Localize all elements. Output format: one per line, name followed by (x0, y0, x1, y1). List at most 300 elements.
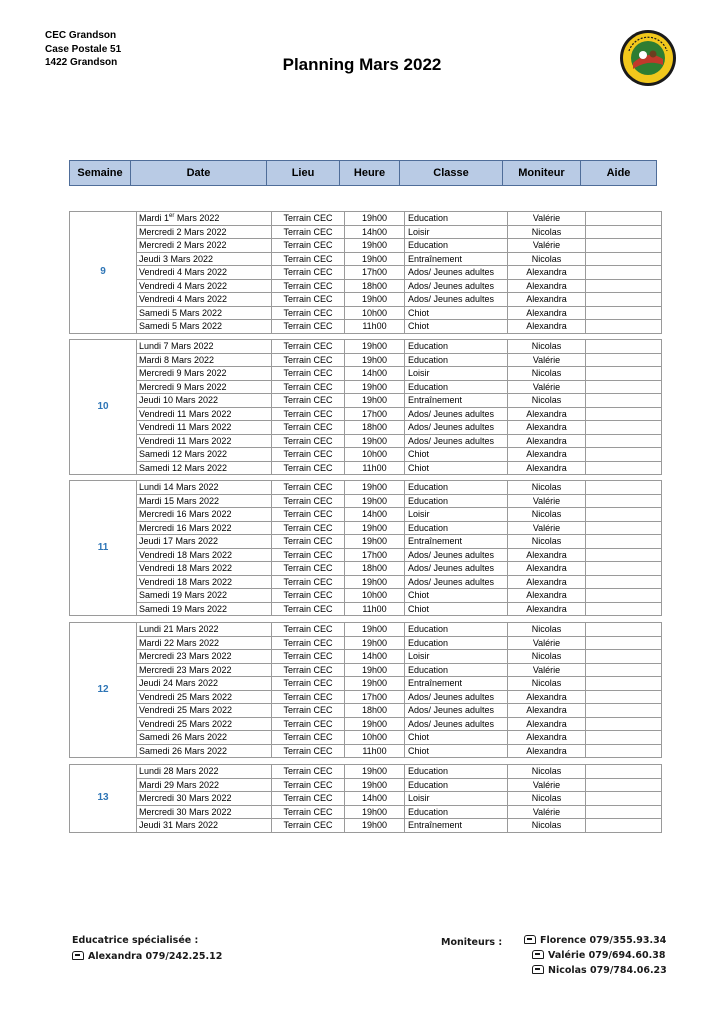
cell-heure: 19h00 (345, 252, 405, 266)
cell-aide (586, 320, 662, 334)
col-heure: Heure (340, 161, 400, 186)
cell-date: Lundi 28 Mars 2022 (137, 765, 272, 779)
table-row (70, 650, 662, 664)
cell-moniteur: Alexandra (508, 434, 586, 448)
cell-heure: 17h00 (345, 690, 405, 704)
cell-lieu: Terrain CEC (272, 663, 345, 677)
cell-date: Jeudi 24 Mars 2022 (137, 677, 272, 691)
table-row (70, 353, 662, 367)
cell-classe: Loisir (405, 367, 508, 381)
cell-heure: 19h00 (345, 494, 405, 508)
cell-classe: Chiot (405, 448, 508, 462)
table-row (70, 494, 662, 508)
cell-aide (586, 394, 662, 408)
cell-classe: Education (405, 353, 508, 367)
cell-aide (586, 306, 662, 320)
table-row (70, 421, 662, 435)
moniteur-contact-2: Valérie 079/694.60.38 (532, 950, 665, 961)
cell-classe: Education (405, 481, 508, 495)
cell-date: Lundi 21 Mars 2022 (137, 623, 272, 637)
cell-moniteur: Nicolas (508, 792, 586, 806)
cell-date: Samedi 12 Mars 2022 (137, 461, 272, 475)
cell-aide (586, 279, 662, 293)
cell-lieu: Terrain CEC (272, 279, 345, 293)
cell-aide (586, 353, 662, 367)
cell-lieu: Terrain CEC (272, 380, 345, 394)
cell-date: Mercredi 2 Mars 2022 (137, 225, 272, 239)
week-block (69, 211, 662, 334)
cell-moniteur: Valérie (508, 494, 586, 508)
cell-aide (586, 448, 662, 462)
cell-date: Samedi 19 Mars 2022 (137, 589, 272, 603)
week-number: 10 (70, 340, 137, 475)
cell-heure: 11h00 (345, 461, 405, 475)
table-row (70, 394, 662, 408)
week-block (69, 339, 662, 475)
cell-date: Mercredi 16 Mars 2022 (137, 508, 272, 522)
cell-moniteur: Alexandra (508, 548, 586, 562)
table-row (70, 575, 662, 589)
cell-classe: Chiot (405, 602, 508, 616)
cell-heure: 10h00 (345, 306, 405, 320)
cell-date: Vendredi 25 Mars 2022 (137, 704, 272, 718)
cell-moniteur: Nicolas (508, 252, 586, 266)
cell-heure: 19h00 (345, 340, 405, 354)
table-row (70, 717, 662, 731)
date-text: Mardi 1 (139, 213, 170, 224)
cell-aide (586, 792, 662, 806)
cell-date: Vendredi 4 Mars 2022 (137, 293, 272, 307)
cell-heure: 19h00 (345, 819, 405, 833)
cell-moniteur: Alexandra (508, 461, 586, 475)
cell-moniteur: Alexandra (508, 562, 586, 576)
table-row (70, 293, 662, 307)
cell-date: Mercredi 16 Mars 2022 (137, 521, 272, 535)
cell-classe: Education (405, 778, 508, 792)
cell-lieu: Terrain CEC (272, 717, 345, 731)
cell-moniteur: Nicolas (508, 225, 586, 239)
cell-moniteur: Alexandra (508, 306, 586, 320)
cell-classe: Ados/ Jeunes adultes (405, 279, 508, 293)
cell-classe: Education (405, 805, 508, 819)
table-row (70, 367, 662, 381)
cell-lieu: Terrain CEC (272, 481, 345, 495)
cell-lieu: Terrain CEC (272, 394, 345, 408)
cell-heure: 14h00 (345, 792, 405, 806)
cell-date: Jeudi 10 Mars 2022 (137, 394, 272, 408)
cell-lieu: Terrain CEC (272, 650, 345, 664)
cell-heure: 19h00 (345, 521, 405, 535)
table-row (70, 602, 662, 616)
cell-heure: 19h00 (345, 677, 405, 691)
cell-aide (586, 521, 662, 535)
cell-moniteur: Alexandra (508, 293, 586, 307)
cell-heure: 19h00 (345, 575, 405, 589)
cell-aide (586, 650, 662, 664)
cell-classe: Entraînement (405, 535, 508, 549)
cell-moniteur: Nicolas (508, 367, 586, 381)
cell-classe: Education (405, 212, 508, 226)
cell-heure: 17h00 (345, 548, 405, 562)
cell-classe: Ados/ Jeunes adultes (405, 704, 508, 718)
cell-heure: 19h00 (345, 663, 405, 677)
col-lieu: Lieu (267, 161, 340, 186)
week-number: 13 (70, 765, 137, 833)
cell-date: Mardi 15 Mars 2022 (137, 494, 272, 508)
cell-classe: Ados/ Jeunes adultes (405, 407, 508, 421)
cell-classe: Ados/ Jeunes adultes (405, 266, 508, 280)
cell-heure: 19h00 (345, 293, 405, 307)
cell-classe: Education (405, 663, 508, 677)
cell-date: Vendredi 11 Mars 2022 (137, 407, 272, 421)
cell-aide (586, 623, 662, 637)
cell-aide (586, 589, 662, 603)
cell-aide (586, 704, 662, 718)
cell-lieu: Terrain CEC (272, 306, 345, 320)
cell-date: Lundi 7 Mars 2022 (137, 340, 272, 354)
date-ordinal: er (169, 213, 175, 220)
cell-heure: 11h00 (345, 744, 405, 758)
cell-moniteur: Valérie (508, 380, 586, 394)
cell-moniteur: Nicolas (508, 765, 586, 779)
cell-date: Vendredi 4 Mars 2022 (137, 279, 272, 293)
address-line-3: 1422 Grandson (45, 57, 118, 68)
cell-lieu: Terrain CEC (272, 212, 345, 226)
col-semaine: Semaine (70, 161, 131, 186)
cell-date: Vendredi 11 Mars 2022 (137, 421, 272, 435)
table-row (70, 508, 662, 522)
table-row (70, 562, 662, 576)
cell-aide (586, 380, 662, 394)
cell-aide (586, 494, 662, 508)
address-line-1: CEC Grandson (45, 30, 117, 41)
cell-classe: Entraînement (405, 394, 508, 408)
cell-heure: 14h00 (345, 225, 405, 239)
cell-heure: 17h00 (345, 266, 405, 280)
cell-aide (586, 765, 662, 779)
cell-moniteur: Nicolas (508, 819, 586, 833)
cell-classe: Education (405, 765, 508, 779)
table-row (70, 765, 662, 779)
table-row (70, 589, 662, 603)
week-block (69, 480, 662, 616)
cell-date: Mercredi 9 Mars 2022 (137, 380, 272, 394)
table-row (70, 663, 662, 677)
cell-classe: Ados/ Jeunes adultes (405, 562, 508, 576)
cell-lieu: Terrain CEC (272, 562, 345, 576)
cell-aide (586, 225, 662, 239)
table-row (70, 792, 662, 806)
cell-classe: Ados/ Jeunes adultes (405, 717, 508, 731)
cell-moniteur: Nicolas (508, 340, 586, 354)
cell-date: Vendredi 18 Mars 2022 (137, 575, 272, 589)
cell-heure: 19h00 (345, 212, 405, 226)
cell-lieu: Terrain CEC (272, 434, 345, 448)
cell-moniteur: Alexandra (508, 690, 586, 704)
cell-aide (586, 481, 662, 495)
club-logo (619, 29, 677, 87)
table-row (70, 340, 662, 354)
table-row (70, 521, 662, 535)
cell-moniteur: Alexandra (508, 744, 586, 758)
cell-moniteur: Nicolas (508, 535, 586, 549)
cell-heure: 10h00 (345, 448, 405, 462)
cell-lieu: Terrain CEC (272, 765, 345, 779)
cell-date: Samedi 5 Mars 2022 (137, 320, 272, 334)
table-row (70, 819, 662, 833)
cell-moniteur: Alexandra (508, 320, 586, 334)
cell-lieu: Terrain CEC (272, 494, 345, 508)
cell-heure: 19h00 (345, 481, 405, 495)
cell-classe: Entraînement (405, 252, 508, 266)
cell-heure: 19h00 (345, 717, 405, 731)
cell-heure: 19h00 (345, 239, 405, 253)
cell-date: Mercredi 2 Mars 2022 (137, 239, 272, 253)
table-row (70, 778, 662, 792)
table-row (70, 704, 662, 718)
cell-moniteur: Valérie (508, 778, 586, 792)
cell-classe: Entraînement (405, 677, 508, 691)
table-row (70, 225, 662, 239)
cell-heure: 19h00 (345, 805, 405, 819)
cell-moniteur: Valérie (508, 239, 586, 253)
week-block (69, 764, 662, 833)
cell-moniteur: Alexandra (508, 717, 586, 731)
cell-classe: Ados/ Jeunes adultes (405, 690, 508, 704)
col-moniteur: Moniteur (503, 161, 581, 186)
cell-aide (586, 717, 662, 731)
cell-date: Jeudi 17 Mars 2022 (137, 535, 272, 549)
cell-heure: 14h00 (345, 367, 405, 381)
cell-aide (586, 731, 662, 745)
cell-moniteur: Alexandra (508, 731, 586, 745)
cell-aide (586, 663, 662, 677)
table-row (70, 252, 662, 266)
cell-moniteur: Alexandra (508, 589, 586, 603)
cell-heure: 11h00 (345, 320, 405, 334)
cell-date: Vendredi 25 Mars 2022 (137, 690, 272, 704)
cell-classe: Loisir (405, 650, 508, 664)
cell-moniteur: Alexandra (508, 448, 586, 462)
moniteur-contact-3: Nicolas 079/784.06.23 (532, 965, 667, 976)
col-date: Date (131, 161, 267, 186)
cell-heure: 18h00 (345, 562, 405, 576)
cell-aide (586, 367, 662, 381)
cell-lieu: Terrain CEC (272, 636, 345, 650)
cell-lieu: Terrain CEC (272, 602, 345, 616)
cell-heure: 19h00 (345, 765, 405, 779)
cell-lieu: Terrain CEC (272, 225, 345, 239)
col-classe: Classe (400, 161, 503, 186)
cell-moniteur: Valérie (508, 353, 586, 367)
phone-icon (524, 935, 536, 944)
cell-aide (586, 407, 662, 421)
cell-aide (586, 535, 662, 549)
table-row (70, 731, 662, 745)
week-number: 12 (70, 623, 137, 758)
table-row (70, 677, 662, 691)
cell-date: Jeudi 31 Mars 2022 (137, 819, 272, 833)
table-row (70, 636, 662, 650)
cell-lieu: Terrain CEC (272, 508, 345, 522)
cell-lieu: Terrain CEC (272, 239, 345, 253)
cell-lieu: Terrain CEC (272, 448, 345, 462)
cell-classe: Ados/ Jeunes adultes (405, 434, 508, 448)
cell-moniteur: Nicolas (508, 623, 586, 637)
cell-lieu: Terrain CEC (272, 521, 345, 535)
table-row (70, 279, 662, 293)
table-row (70, 306, 662, 320)
cell-classe: Education (405, 636, 508, 650)
cell-moniteur: Nicolas (508, 394, 586, 408)
cell-heure: 10h00 (345, 589, 405, 603)
cell-aide (586, 340, 662, 354)
cell-classe: Education (405, 521, 508, 535)
educatrice-label: Educatrice spécialisée : (72, 935, 199, 946)
cell-date: Mercredi 9 Mars 2022 (137, 367, 272, 381)
cell-heure: 17h00 (345, 407, 405, 421)
cell-lieu: Terrain CEC (272, 340, 345, 354)
cell-lieu: Terrain CEC (272, 575, 345, 589)
table-row (70, 481, 662, 495)
cell-lieu: Terrain CEC (272, 744, 345, 758)
table-row (70, 548, 662, 562)
cell-lieu: Terrain CEC (272, 792, 345, 806)
cell-classe: Ados/ Jeunes adultes (405, 293, 508, 307)
cell-classe: Education (405, 340, 508, 354)
cell-aide (586, 677, 662, 691)
cell-date: Samedi 26 Mars 2022 (137, 744, 272, 758)
cell-heure: 19h00 (345, 623, 405, 637)
table-row (70, 380, 662, 394)
cell-aide (586, 239, 662, 253)
cell-aide (586, 562, 662, 576)
cell-lieu: Terrain CEC (272, 778, 345, 792)
cell-heure: 14h00 (345, 650, 405, 664)
cell-heure: 18h00 (345, 704, 405, 718)
cell-date: Samedi 12 Mars 2022 (137, 448, 272, 462)
cell-lieu: Terrain CEC (272, 805, 345, 819)
schedule-header (69, 160, 657, 186)
cell-moniteur: Alexandra (508, 407, 586, 421)
cell-moniteur: Alexandra (508, 266, 586, 280)
cell-date: Mardi 29 Mars 2022 (137, 778, 272, 792)
cell-aide (586, 575, 662, 589)
cell-lieu: Terrain CEC (272, 548, 345, 562)
cell-heure: 18h00 (345, 421, 405, 435)
col-aide: Aide (581, 161, 657, 186)
cell-lieu: Terrain CEC (272, 589, 345, 603)
cell-lieu: Terrain CEC (272, 407, 345, 421)
cell-classe: Ados/ Jeunes adultes (405, 421, 508, 435)
table-row (70, 434, 662, 448)
cell-date: Lundi 14 Mars 2022 (137, 481, 272, 495)
cell-aide (586, 690, 662, 704)
cell-lieu: Terrain CEC (272, 367, 345, 381)
cell-moniteur: Valérie (508, 805, 586, 819)
cell-heure: 19h00 (345, 394, 405, 408)
cell-heure: 14h00 (345, 508, 405, 522)
cell-date: Vendredi 25 Mars 2022 (137, 717, 272, 731)
cell-classe: Chiot (405, 320, 508, 334)
cell-aide (586, 252, 662, 266)
cell-date: Samedi 26 Mars 2022 (137, 731, 272, 745)
cell-date: Mercredi 30 Mars 2022 (137, 805, 272, 819)
cell-aide (586, 434, 662, 448)
cell-lieu: Terrain CEC (272, 421, 345, 435)
moniteurs-label: Moniteurs : (441, 937, 503, 948)
page-title: Planning Mars 2022 (282, 55, 442, 74)
cell-moniteur: Nicolas (508, 508, 586, 522)
cell-aide (586, 819, 662, 833)
cell-date: Mardi 8 Mars 2022 (137, 353, 272, 367)
cell-classe: Education (405, 623, 508, 637)
cell-lieu: Terrain CEC (272, 252, 345, 266)
cell-classe: Loisir (405, 792, 508, 806)
cell-date: Vendredi 18 Mars 2022 (137, 548, 272, 562)
cell-classe: Education (405, 494, 508, 508)
cell-classe: Loisir (405, 508, 508, 522)
cell-moniteur: Valérie (508, 663, 586, 677)
cell-date (137, 212, 272, 226)
cell-moniteur: Alexandra (508, 279, 586, 293)
educatrice-phone: Alexandra 079/242.25.12 (88, 951, 223, 962)
cell-aide (586, 266, 662, 280)
cell-moniteur: Valérie (508, 636, 586, 650)
cell-classe: Ados/ Jeunes adultes (405, 548, 508, 562)
cell-date: Vendredi 11 Mars 2022 (137, 434, 272, 448)
table-row (70, 535, 662, 549)
week-number: 11 (70, 481, 137, 616)
table-row (70, 266, 662, 280)
cell-aide (586, 508, 662, 522)
cell-classe: Chiot (405, 461, 508, 475)
phone-icon (532, 965, 544, 974)
cell-moniteur: Valérie (508, 212, 586, 226)
cell-classe: Chiot (405, 589, 508, 603)
cell-moniteur: Nicolas (508, 677, 586, 691)
cell-lieu: Terrain CEC (272, 266, 345, 280)
table-row (70, 407, 662, 421)
week-block (69, 622, 662, 758)
cell-date: Samedi 5 Mars 2022 (137, 306, 272, 320)
cell-date: Mardi 22 Mars 2022 (137, 636, 272, 650)
cell-heure: 19h00 (345, 778, 405, 792)
cell-moniteur: Valérie (508, 521, 586, 535)
cell-date: Mercredi 30 Mars 2022 (137, 792, 272, 806)
cell-classe: Ados/ Jeunes adultes (405, 575, 508, 589)
cell-date: Jeudi 3 Mars 2022 (137, 252, 272, 266)
cell-lieu: Terrain CEC (272, 731, 345, 745)
cell-aide (586, 212, 662, 226)
cell-classe: Chiot (405, 731, 508, 745)
cell-heure: 19h00 (345, 353, 405, 367)
cell-lieu: Terrain CEC (272, 677, 345, 691)
cell-moniteur: Nicolas (508, 481, 586, 495)
cell-moniteur: Alexandra (508, 421, 586, 435)
cell-date: Mercredi 23 Mars 2022 (137, 663, 272, 677)
cell-heure: 11h00 (345, 602, 405, 616)
cell-aide (586, 602, 662, 616)
cell-lieu: Terrain CEC (272, 623, 345, 637)
cell-lieu: Terrain CEC (272, 293, 345, 307)
cell-moniteur: Alexandra (508, 575, 586, 589)
cell-heure: 10h00 (345, 731, 405, 745)
cell-moniteur: Alexandra (508, 704, 586, 718)
phone-icon (532, 950, 544, 959)
cell-lieu: Terrain CEC (272, 320, 345, 334)
cell-date: Vendredi 18 Mars 2022 (137, 562, 272, 576)
